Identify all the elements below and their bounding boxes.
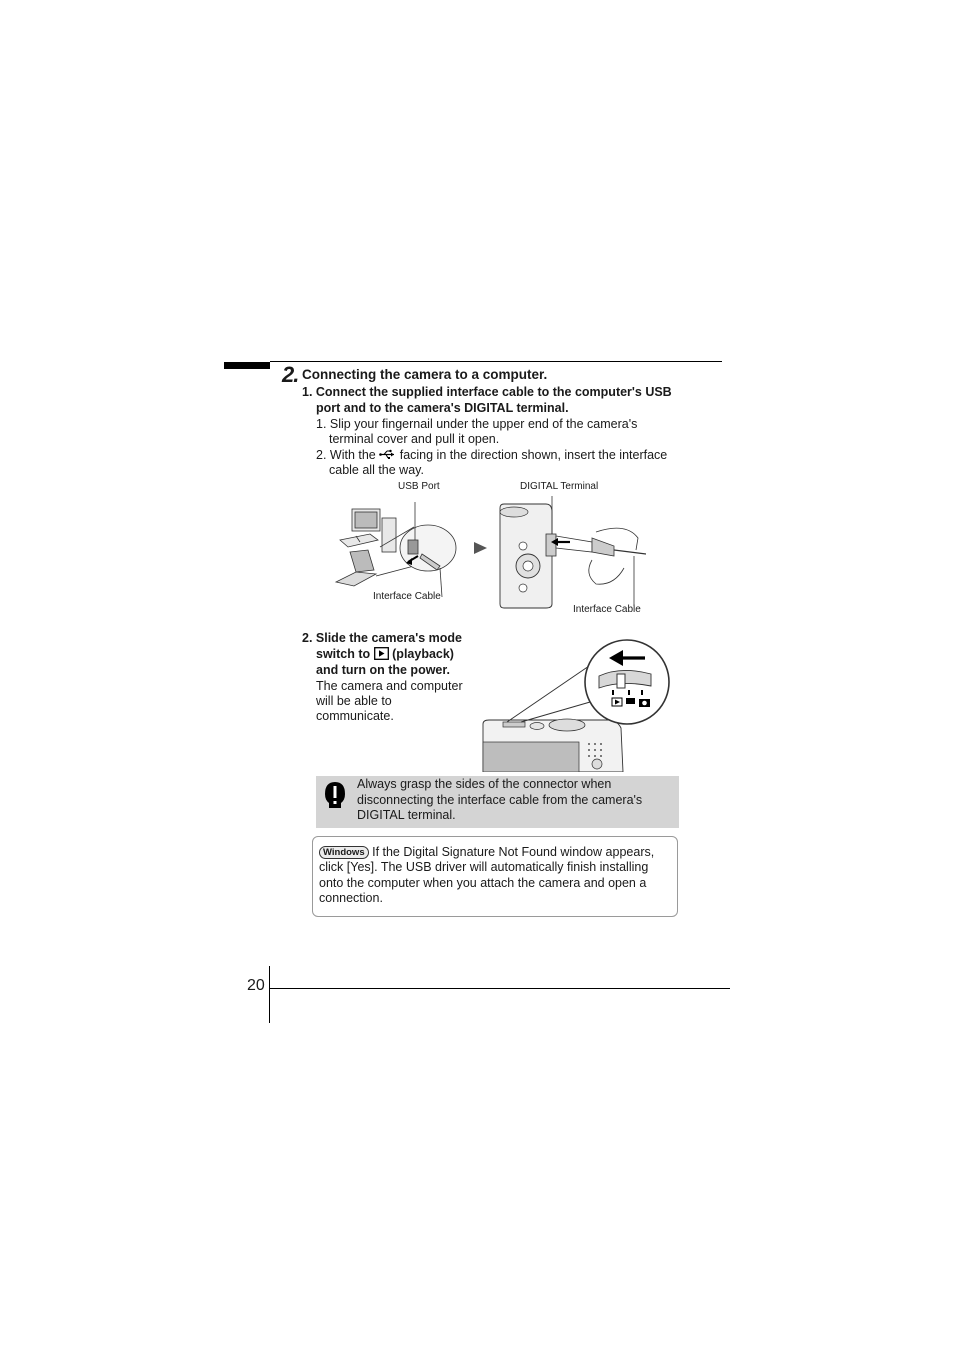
step1-heading-line2: port and to the camera's DIGITAL terminal.: [316, 401, 569, 415]
section-tab-marker: [224, 362, 270, 369]
step-number: 2.: [282, 362, 299, 387]
camera-lcd-screen: [483, 742, 579, 772]
step1-item1-line2: terminal cover and pull it open.: [329, 432, 500, 446]
computer-connection-illustration: [330, 492, 460, 597]
desktop-computer-icon: [340, 509, 396, 552]
caution-box: [316, 776, 679, 828]
caution-line1: Always grasp the sides of the connector when: [357, 777, 612, 791]
step1-item2-pre: 2. With the: [316, 448, 376, 462]
footer-vertical-rule: [269, 966, 270, 1023]
laptop-computer-icon: [336, 550, 376, 586]
section-title: Connecting the camera to a computer.: [302, 367, 548, 382]
usb-port-icon: [408, 540, 418, 554]
caution-line3: DIGITAL terminal.: [357, 808, 456, 822]
hand-lower: [589, 560, 624, 584]
step1-item1-line1: 1. Slip your fingernail under the upper end of the camera's: [316, 417, 638, 431]
step2-line2-pre: switch to: [316, 647, 371, 661]
windows-note-box: [312, 836, 678, 917]
mode-switch-illustration: [481, 636, 673, 772]
footer-rule: [270, 988, 730, 989]
step2-line2-post: (playback): [392, 647, 454, 661]
note-line1-text: If the Digital Signature Not Found window appears,: [372, 845, 655, 859]
caution-icon: [322, 780, 348, 810]
step2-line1: 2. Slide the camera's mode: [302, 631, 462, 645]
note-line3: onto the computer when you attach the camera and open a: [319, 876, 647, 890]
step1-item2-line2: cable all the way.: [329, 463, 424, 477]
camera-side-illustration: [496, 494, 646, 609]
digital-terminal-label: DIGITAL Terminal: [520, 481, 599, 492]
cable-connector-icon: [592, 538, 614, 556]
header-rule: [270, 361, 722, 362]
next-step-arrow-icon: [472, 541, 488, 555]
caution-line2: disconnecting the interface cable from the camera's: [357, 793, 643, 807]
digital-terminal-cover: [546, 534, 556, 556]
shutter-button-icon: [549, 719, 585, 731]
step2-desc1: The camera and computer: [316, 679, 463, 693]
step1-item2-line1: [316, 448, 667, 464]
step1-item2-post: facing in the direction shown, insert the interface: [399, 448, 668, 462]
usb-port-label: USB Port: [398, 481, 440, 492]
usb-symbol-icon: [379, 449, 396, 460]
note-line1: [319, 845, 654, 861]
step1-heading-line1: 1. Connect the supplied interface cable to the computer's USB: [302, 385, 672, 399]
step2-line2: [316, 646, 454, 662]
mode-switch-small: [503, 722, 525, 727]
step2-desc3: communicate.: [316, 709, 394, 723]
playback-icon: [374, 647, 389, 660]
interface-cable-label-left: Interface Cable: [373, 591, 441, 602]
step2-line3: and turn on the power.: [316, 663, 451, 677]
interface-cable-label-right: Interface Cable: [573, 604, 641, 615]
windows-badge: Windows: [319, 846, 369, 859]
step2-desc2: will be able to: [316, 694, 392, 708]
page-number: 20: [247, 977, 265, 994]
note-line4: connection.: [319, 891, 383, 905]
note-line2: click [Yes]. The USB driver will automatically finish installing: [319, 860, 649, 874]
